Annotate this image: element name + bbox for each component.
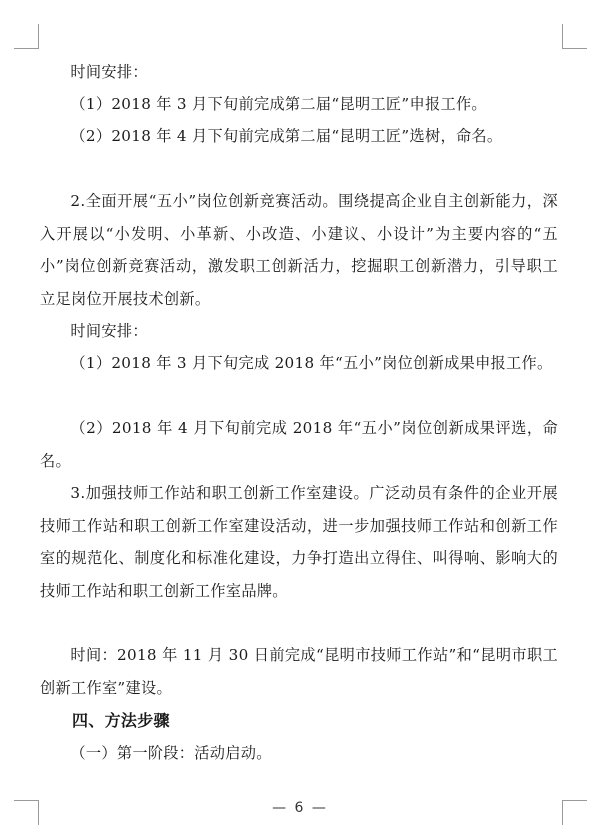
crop-mark-top-right xyxy=(562,24,587,49)
schedule-item-2-1: （1）2018 年 3 月下旬完成 2018 年“五小”岗位创新成果申报工作。 xyxy=(70,354,553,372)
subsection-heading: （一）第一阶段：活动启动。 xyxy=(70,744,272,762)
schedule-item-2-2: （2）2018 年 4 月下旬前完成 2018 年“五小”岗位创新成果评选，命名。 xyxy=(40,419,558,470)
schedule-item-1-1: （1）2018 年 3 月下旬前完成第二届“昆明工匠”申报工作。 xyxy=(70,95,487,113)
section-3-paragraph: 3.加强技师工作站和职工创新工作室建设。广泛动员有条件的企业开展技师工作站和职工创新工作室建设活动，进一步加强技师工作站和创新工作室的规范化、制度化和标准化建设，力争打造出立得住、叫得响、影响大的技师工作站和职工创新工作室品牌。 xyxy=(40,484,558,600)
section-3-deadline: 时间：2018 年 11 月 30 日前完成“昆明市技师工作站”和“昆明市职工创新工作室”建设。 xyxy=(40,646,558,697)
crop-mark-top-left xyxy=(14,24,39,49)
section-heading: 四、方法步骤 xyxy=(72,711,170,730)
page-number: — 6 — xyxy=(272,800,328,816)
schedule-label-2: 时间安排： xyxy=(70,322,148,340)
schedule-label-1: 时间安排： xyxy=(70,63,148,81)
section-2-paragraph: 2.全面开展“五小”岗位创新竞赛活动。围绕提高企业自主创新能力，深入开展以“小发明、小革新、小改造、小建议、小设计”为主要内容的“五小”岗位创新竞赛活动，激发职工创新活力，挖掘职工创新潜力，引导职工立足岗位开展技术创新。 xyxy=(40,192,558,308)
schedule-item-1-2: （2）2018 年 4 月下旬前完成第二届“昆明工匠”选树，命名。 xyxy=(70,127,503,145)
